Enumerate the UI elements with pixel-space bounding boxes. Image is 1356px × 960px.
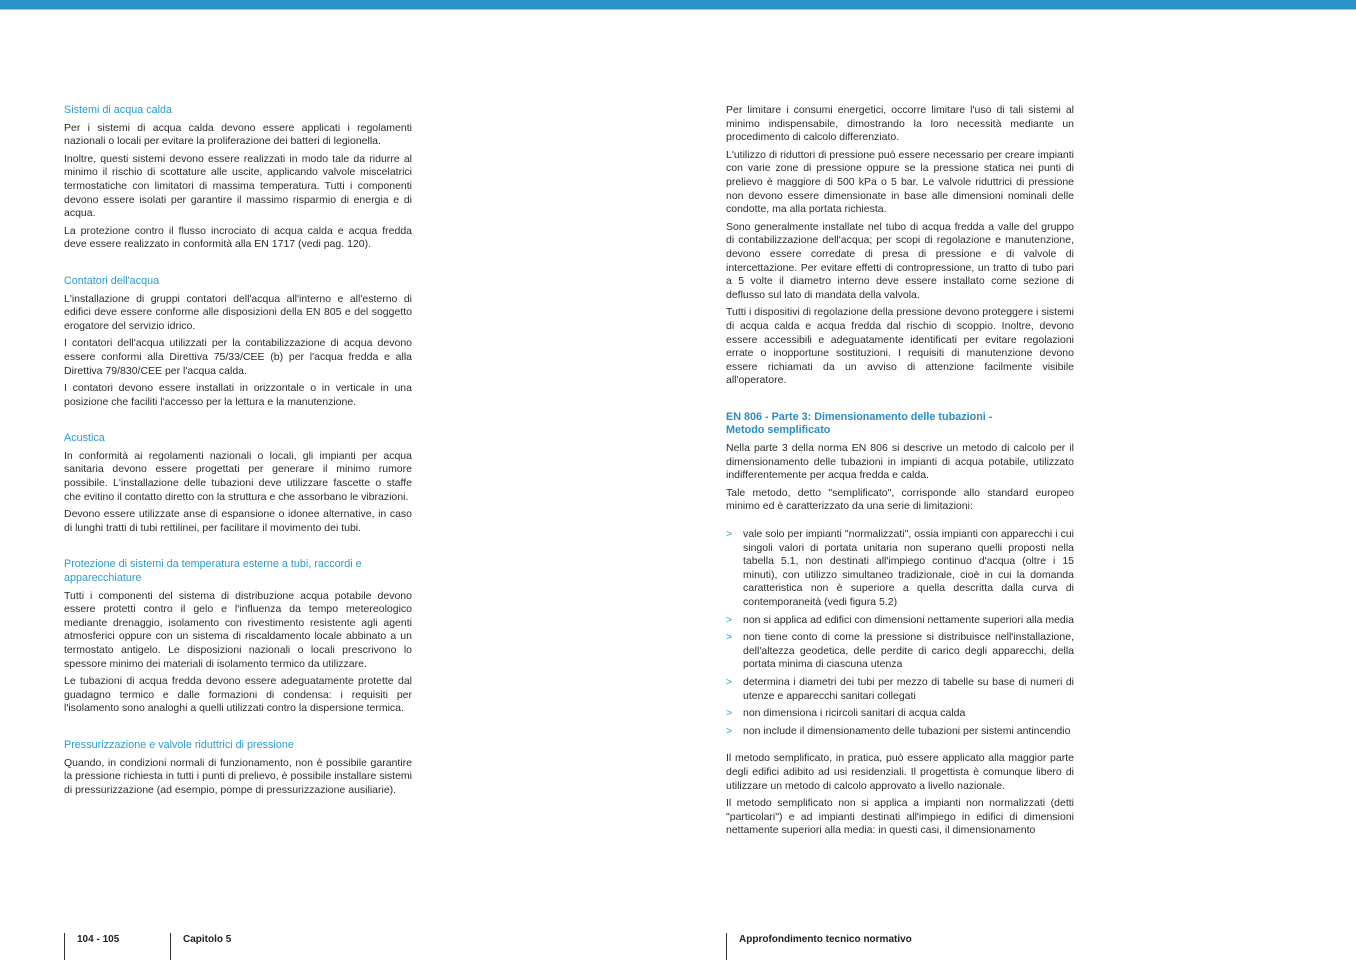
- list-item: [726, 614, 1074, 628]
- right-column: [726, 104, 1074, 842]
- section-heading: Contatori dell'acqua: [64, 274, 160, 287]
- paragraph: La protezione contro il flusso incrociato di acqua calda e acqua fredda deve essere realizzato in conformità alla EN 1717 (vedi pag. 120).: [64, 224, 412, 251]
- list-item-text: non si applica ad edifici con dimensioni nettamente superiori alla media: [743, 613, 1074, 626]
- paragraph: Tutti i dispositivi di regolazione della pressione devono proteggere i sistemi di acqua calda e acqua fredda dal rischio di scoppio. Inoltre, devono essere accessibili e adeguatamente identificati per evitare regolazioni errate o inopportune sostituzioni. I requisiti di manutenzione devono essere richiamati da un avviso di attenzione facilmente visibile all'operatore.: [726, 306, 1074, 387]
- section-heading: EN 806 - Parte 3: Dimensionamento delle tubazioni - Metodo semplificato: [726, 410, 993, 437]
- left-column: [64, 104, 412, 820]
- paragraph: I contatori dell'acqua utilizzati per la contabilizzazione di acqua devono essere conformi alla Direttiva 75/33/CEE (b) per l'acqua fredda e alla Direttiva 79/830/CEE per l'acqua calda.: [64, 337, 412, 377]
- section-en806: [726, 411, 1074, 838]
- paragraph: Nella parte 3 della norma EN 806 si descrive un metodo di calcolo per il dimensionamento delle tubazioni in impianti di acqua potabile, utilizzato indifferentemente per acqua fredda e calda.: [726, 442, 1074, 482]
- section: [64, 432, 412, 535]
- section-heading: Protezione di sistemi da temperatura esterne a tubi, raccordi e apparecchiature: [64, 558, 362, 585]
- footer-section-title: Approfondimento tecnico normativo: [726, 933, 912, 960]
- paragraph: Quando, in condizioni normali di funzionamento, non è possibile garantire la pressione richiesta in tutti i punti di prelievo, è possibile installare sistemi di pressurizzazione (ad esempio, pompe di pressurizzazione ausiliarie).: [64, 756, 412, 796]
- list-item: [726, 631, 1074, 672]
- section: [64, 558, 412, 716]
- paragraph: Per i sistemi di acqua calda devono essere applicati i regolamenti nazionali o locali per evitare la proliferazione dei batteri di legionella.: [64, 121, 412, 148]
- paragraph: Tutti i componenti del sistema di distribuzione acqua potabile devono essere protetti contro il gelo e l'influenza da tempo metereologico mediante drenaggio, isolamento con rivestimento resistente agli agenti atmosferici oppure con un sistema di riscaldamento locale abbinato a un termostato antigelo. Le disposizioni nazionali o locali prescrivono lo spessore minimo dei materiali di isolamento termico da utilizzare.: [64, 589, 412, 670]
- chevron-right-icon: >: [726, 613, 733, 626]
- section: [64, 104, 412, 252]
- chevron-right-icon: >: [726, 528, 733, 541]
- paragraph: Le tubazioni di acqua fredda devono essere adeguatamente protette dal guadagno termico e dalle formazioni di condensa: i requisiti per l'isolamento sono analoghi a quelli utilizzati contro la dispersione termica.: [64, 675, 412, 715]
- chevron-right-icon: >: [726, 631, 733, 644]
- section-heading: Pressurizzazione e valvole riduttrici di pressione: [64, 738, 294, 751]
- list-item-text: non dimensiona i ricircoli sanitari di acqua calda: [743, 707, 966, 720]
- section: [64, 275, 412, 409]
- list-item-text: vale solo per impianti "normalizzati", ossia impianti con apparecchi i cui singoli valori di portata unitaria non superano quelli proposti nella tabella 5.1, non destinati all'impiego continuo d'acqua (oltre i 15 minuti), con utilizzo simultaneo tradizionale, cioè in cui la domanda caratteristica non è superiore a quella descritta dalla curva di contemporaneità (vedi figura 5.2): [743, 528, 1074, 608]
- paragraph: Per limitare i consumi energetici, occorre limitare l'uso di tali sistemi al minimo indispensabile, dimostrando la loro necessità mediante un procedimento di calcolo differenziato.: [726, 104, 1074, 144]
- list-item: [726, 707, 1074, 721]
- list-item-text: non include il dimensionamento delle tubazioni per sistemi antincendio: [743, 724, 1071, 737]
- top-accent-bar: [0, 0, 1356, 10]
- paragraph: Il metodo semplificato, in pratica, può essere applicato alla maggior parte degli edifici adibito ad usi residenziali. Il progettista è comunque libero di utilizzare un metodo di calcolo approvato a livello nazionale.: [726, 752, 1074, 792]
- chevron-right-icon: >: [726, 707, 733, 720]
- list-item-text: non tiene conto di come la pressione si distribuisce nell'installazione, dell'altezza geodetica, delle perdite di carico degli apparecchi, della portata minima di ciascuna utenza: [743, 631, 1074, 671]
- footer-chapter: Capitolo 5: [170, 933, 231, 960]
- footer-page-numbers: 104 - 105: [64, 933, 119, 960]
- paragraph: L'installazione di gruppi contatori dell'acqua all'interno e all'esterno di edifici deve essere conforme alle disposizioni della EN 805 e del soggetto erogatore del servizio idrico.: [64, 292, 412, 332]
- paragraph: I contatori devono essere installati in orizzontale o in verticale in una posizione che faciliti l'accesso per la lettura e la manutenzione.: [64, 382, 412, 408]
- paragraph: Inoltre, questi sistemi devono essere realizzati in modo tale da ridurre al minimo il rischio di scottature alle uscite, applicando valvole miscelatrici termostatiche con limitatori di massima temperatura. Tutti i componenti devono essere isolati per garantire il massimo risparmio di energia e di acqua.: [64, 152, 412, 220]
- list-item: [726, 676, 1074, 703]
- limitations-list: [726, 528, 1074, 738]
- paragraph: Il metodo semplificato non si applica a impianti non normalizzati (detti "particolari") e ad impianti destinati all'impiego in edifici di dimensioni nettamente superiori alla media: in questi casi, il dimensionamento: [726, 797, 1074, 837]
- list-item: [726, 528, 1074, 610]
- chevron-right-icon: >: [726, 675, 733, 688]
- section: [64, 739, 412, 797]
- paragraph: In conformità ai regolamenti nazionali o locali, gli impianti per acqua sanitaria devono essere progettati per generare il minimo rumore possibile. L'installazione delle tubazioni deve utilizzare fascette o staffe che evitino il contatto diretto con la struttura e che assorbano le vibrazioni.: [64, 449, 412, 503]
- section-heading: Sistemi di acqua calda: [64, 104, 173, 116]
- paragraph: Devono essere utilizzate anse di espansione o idonee alternative, in caso di lunghi tratti di tubi rettilinei, per facilitare il movimento dei tubi.: [64, 508, 412, 534]
- list-item-text: determina i diametri dei tubi per mezzo di tabelle su base di numeri di utenze e apparecchi sanitari collegati: [743, 675, 1074, 702]
- paragraph: L'utilizzo di riduttori di pressione può essere necessario per creare impianti con varie zone di pressione oppure se la pressione statica nei punti di prelievo è maggiore di 500 kPa o 5 bar. Le valvole riduttrici di pressione non devono essere dimensionate in base alle dimensioni nominali delle condotte, ma alla portata richiesta.: [726, 148, 1074, 216]
- section-heading: Acustica: [64, 432, 105, 445]
- list-item: [726, 725, 1074, 739]
- paragraph: Sono generalmente installate nel tubo di acqua fredda a valle del gruppo di contabilizzazione dell'acqua; per scopi di regolazione e manutenzione, devono essere corredate di presa di pressione e di valvole di intercettazione. Per evitare effetti di contropressione, un tratto di tubo pari a 5 volte il diametro interno deve essere installato come sezione di deflusso sul lato di mandata della valvola.: [726, 220, 1074, 301]
- paragraph: Tale metodo, detto "semplificato", corrisponde allo standard europeo minimo ed è caratterizzato da una serie di limitazioni:: [726, 486, 1074, 513]
- chevron-right-icon: >: [726, 724, 733, 737]
